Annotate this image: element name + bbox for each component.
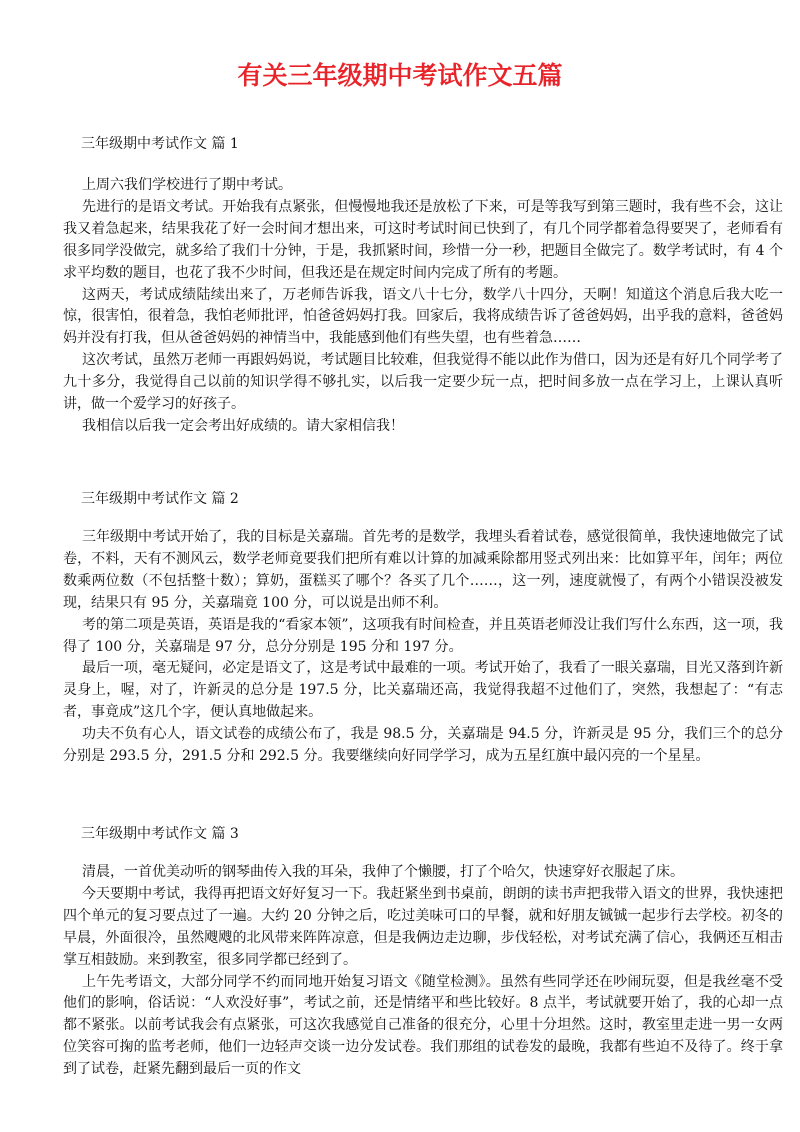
essay-1-body [63, 175, 783, 438]
document-title: 有关三年级期中考试作文五篇 [237, 61, 563, 90]
essay-3-heading: 三年级期中考试作文 篇 3 [81, 826, 239, 842]
essay-1-heading: 三年级期中考试作文 篇 1 [81, 136, 239, 152]
essay-2-body [63, 527, 783, 768]
paragraph: 上周六我们学校进行了期中考试。 [82, 177, 292, 193]
paragraph: 三年级期中考试开始了，我的目标是关嘉瑞。首先考的是数学，我埋头看着试卷，感觉很简单，我快速地做完了试卷，不料，天有不测风云，数学老师竟要我们把所有难以计算的加减乘除都用竖式列出来：比如算平年，闰年；两位数乘两位数（不包括整十数）；算奶，蛋糕买了哪个？各买了几个……，这一列，速度就慢了，有两个小错误没被发现，结果只有 95 分，关嘉瑞竟 100 分，可以说是出师不利。 [63, 529, 783, 611]
essay-2-heading: 三年级期中考试作文 篇 2 [81, 491, 239, 507]
paragraph: 清晨，一首优美动听的钢琴曲传入我的耳朵，我伸了个懒腰，打了个哈欠，快速穿好衣服起了床。 [82, 864, 684, 880]
paragraph: 今天要期中考试，我得再把语文好好复习一下。我赶紧坐到书桌前，朗朗的读书声把我带入语文的世界，我快速把四个单元的复习要点过了一遍。大约 20 分钟之后，吃过美味可口的早餐，就和好朋友铖铖一起步行去学校。初冬的早晨，外面很冷，虽然飕飕的北风带来阵阵凉意，但是我俩边走边聊，步伐轻松，对考试充满了信心，我俩还互相击掌互相鼓励。来到教室，很多同学都已经到了。 [63, 885, 783, 968]
paragraph: 这两天，考试成绩陆续出来了，万老师告诉我，语文八十七分，数学八十四分，天啊！知道这个消息后我大吃一惊，很害怕，很着急，我怕老师批评，怕爸爸妈妈打我。回家后，我将成绩告诉了爸爸妈妈，出乎我的意料，爸爸妈妈并没有打我，但从爸爸妈妈的神情当中，我能感到他们有些失望，也有些着急…… [63, 286, 783, 347]
paragraph: 先进行的是语文考试。开始我有点紧张，但慢慢地我还是放松了下来，可是等我写到第三题时，我有些不会，这让我又着急起来，结果我花了好一会时间才想出来，可这时考试时间已快到了，有几个同学都着急得要哭了，老师看有很多同学没做完，就多给了我们十分钟，于是，我抓紧时间，珍惜一分一秒，把题目全做完了。数学考试时，有 4 个求平均数的题目，也花了我不少时间，但我还是在规定时间内完成了所有的考题。 [63, 198, 783, 281]
paragraph: 我相信以后我一定会考出好成绩的。请大家相信我！ [82, 417, 404, 434]
paragraph: 考的第二项是英语，英语是我的“看家本领”，这项我有时间检查，并且英语老师没让我们写什么东西，这一项，我得了 100 分，关嘉瑞是 97 分，总分分别是 195 分和 197 分。 [63, 616, 783, 655]
paragraph: 功夫不负有心人，语文试卷的成绩公布了，我是 98.5 分，关嘉瑞是 94.5 分，许新灵是 95 分，我们三个的总分分别是 293.5 分，291.5 分和 292.5 分。我要继续向好同学学习，成为五星红旗中最闪亮的一个星星。 [63, 726, 783, 765]
paragraph: 这次考试，虽然万老师一再跟妈妈说，考试题目比较难，但我觉得不能以此作为借口，因为还是有好几个同学考了九十多分，我觉得自己以前的知识学得不够扎实，以后我一定要少玩一点，把时间多放一点在学习上，上课认真听讲，做一个爱学习的好孩子。 [63, 352, 783, 413]
essay-3-body [63, 862, 783, 1081]
paragraph: 上午先考语文，大部分同学不约而同地开始复习语文《随堂检测》。虽然有些同学还在吵闹玩耍，但是我丝毫不受他们的影响，俗话说：“人欢没好事”，考试之前，还是情绪平和些比较好。8 点半，考试就要开始了，我的心却一点都不紧张。以前考试我会有点紧张，可这次我感觉自己准备的很充分，心里十分坦然。这时，教室里走进一男一女两位笑容可掬的监考老师，他们一边轻声交谈一边分发试卷。我们那组的试卷发的最晚，我都有些迫不及待了。终于拿到了试卷，赶紧先翻到最后一页的作文 [63, 973, 783, 1078]
paragraph: 最后一项，毫无疑问，必定是语文了，这是考试中最难的一项。考试开始了，我看了一眼关嘉瑞，目光又落到许新灵身上，喔，对了，许新灵的总分是 197.5 分，比关嘉瑞还高，我觉得我超不过他们了，突然，我想起了：“有志者，事竟成”这几个字，便认真地做起来。 [63, 660, 783, 721]
